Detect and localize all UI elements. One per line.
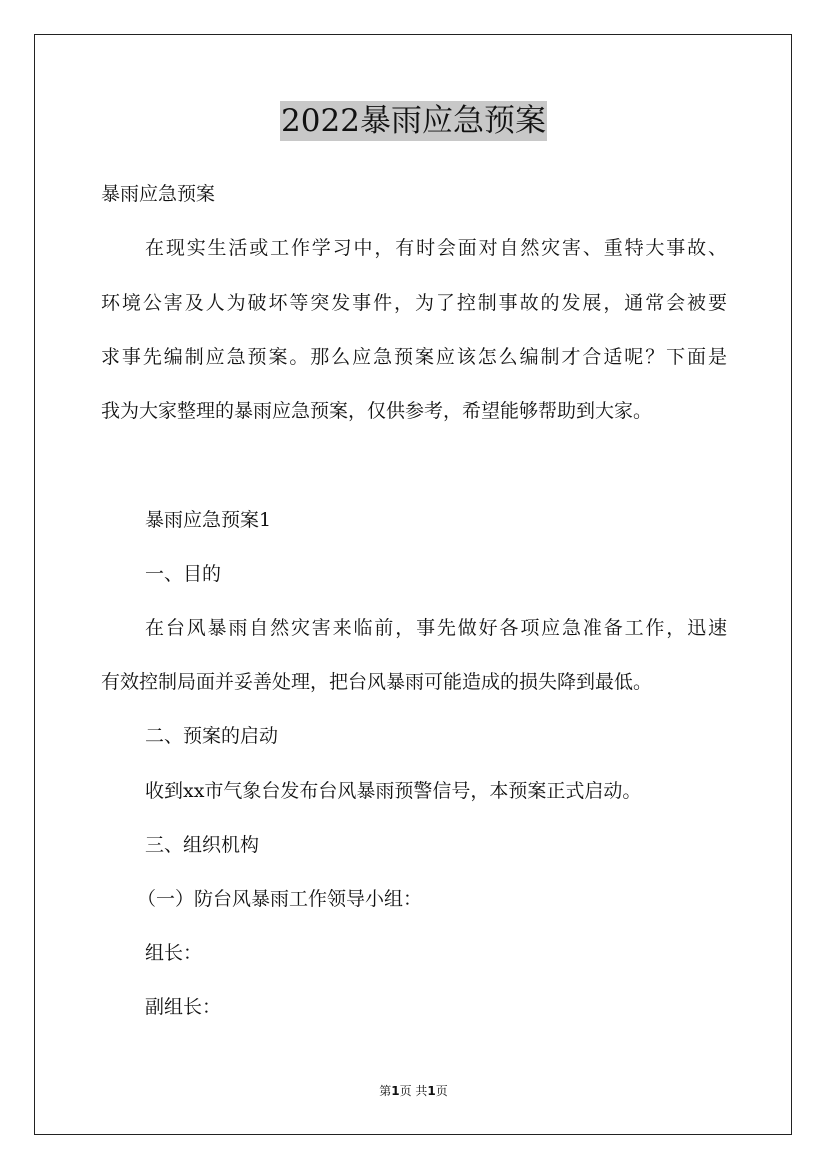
group-leader-label: 组长：	[145, 942, 203, 964]
purpose-paragraph-line-1	[101, 614, 727, 642]
document-subtitle: 暴雨应急预案	[101, 183, 216, 205]
footer-page-current: 1	[391, 1084, 400, 1098]
intro-paragraph-line-1	[101, 234, 727, 262]
footer-page-total: 1	[427, 1084, 436, 1098]
activation-paragraph: 收到xx市气象台发布台风暴雨预警信号，本预案正式启动。	[145, 780, 642, 802]
subheading-leadership-group: （一）防台风暴雨工作领导小组：	[137, 888, 423, 910]
footer-page-suffix: 页	[435, 1084, 448, 1098]
title-container	[0, 101, 827, 141]
footer-page-prefix: 第	[379, 1084, 392, 1098]
page-footer	[0, 1082, 827, 1100]
heading-organization: 三、组织机构	[145, 834, 260, 856]
purpose-line-1-text: 在台风暴雨自然灾害来临前，事先做好各项应急准备工作，迅速	[145, 617, 727, 639]
intro-paragraph-line-4: 我为大家整理的暴雨应急预案，仅供参考，希望能够帮助到大家。	[101, 400, 653, 422]
intro-paragraph-line-3	[101, 343, 727, 371]
heading-purpose: 一、目的	[145, 563, 222, 585]
intro-paragraph-line-2	[101, 289, 727, 317]
deputy-leader-label: 副组长：	[145, 996, 222, 1018]
intro-line-2-text: 环境公害及人为破坏等突发事件，为了控制事故的发展，通常会被要	[101, 292, 727, 314]
heading-activation: 二、预案的启动	[145, 725, 279, 747]
document-title: 2022暴雨应急预案	[281, 103, 546, 139]
footer-page-mid: 页 共	[399, 1084, 428, 1098]
section-title: 暴雨应急预案1	[145, 509, 272, 531]
purpose-paragraph-line-2: 有效控制局面并妥善处理，把台风暴雨可能造成的损失降到最低。	[101, 671, 653, 693]
intro-line-3-text: 求事先编制应急预案。那么应急预案应该怎么编制才合适呢？下面是	[101, 346, 727, 368]
intro-line-1-text: 在现实生活或工作学习中，有时会面对自然灾害、重特大事故、	[145, 237, 727, 259]
